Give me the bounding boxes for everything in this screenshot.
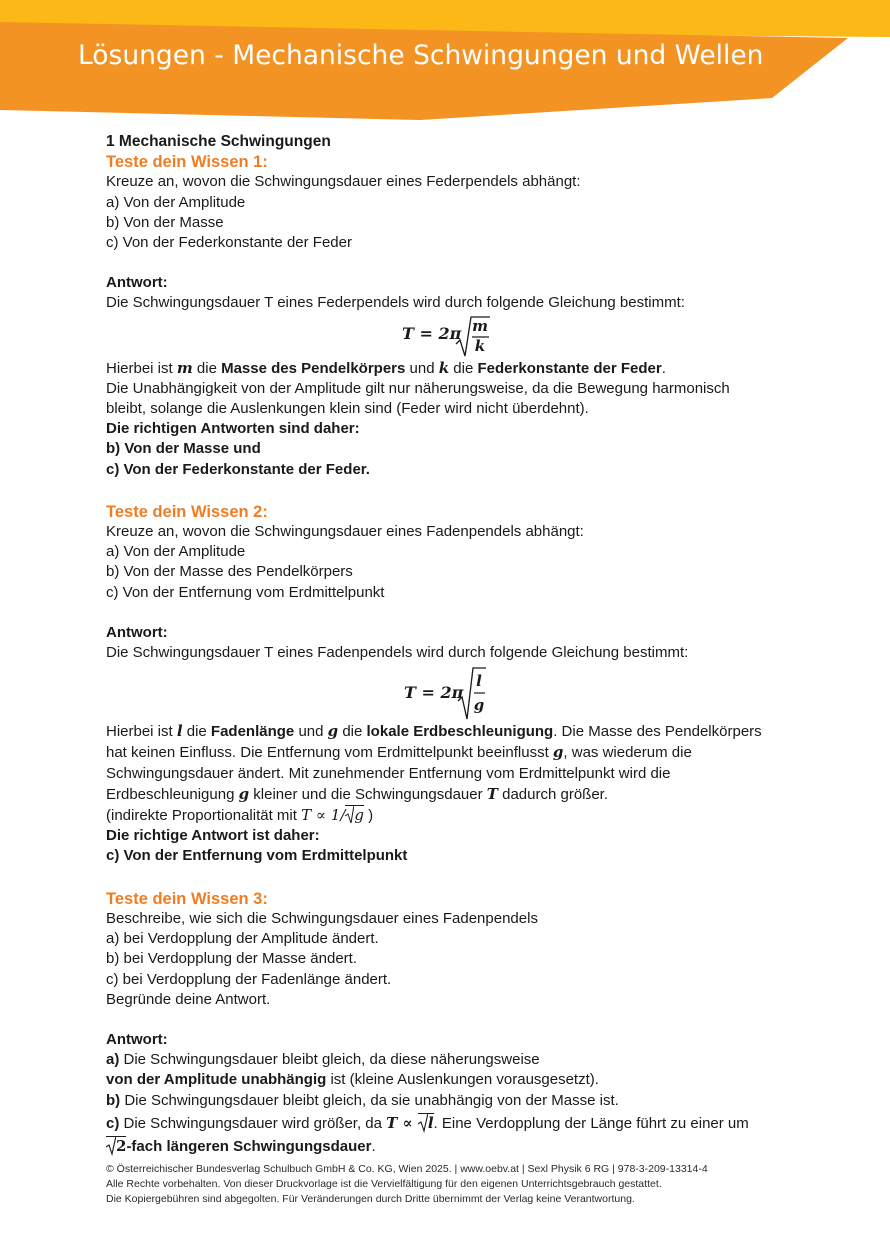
q2-explanation-3: Schwingungsdauer ändert. Mit zunehmender Entfernung vom Erdmittelpunkt wird die <box>106 764 671 782</box>
q2-sqrt-inline: g <box>345 805 364 824</box>
footer-rights: Alle Rechte vorbehalten. Von dieser Druckvorlage ist die Vervielfältigung für den eigenen Unterrichtsgebrauch gestattet. <box>106 1177 662 1190</box>
q2-correct-1: c) Von der Entfernung vom Erdmittelpunkt <box>106 847 408 865</box>
footer-fees: Die Kopiergebühren sind abgegolten. Für Veränderungen durch Dritte übernimmt der Verlag keine Verantwortung. <box>106 1192 635 1205</box>
chapter-heading: 1 Mechanische Schwingungen <box>106 133 331 150</box>
q2-formula-num: l <box>476 672 482 691</box>
q1-correct-label: Die richtigen Antworten sind daher: <box>106 420 360 438</box>
page-title: Lösungen - Mechanische Schwingungen und Wellen <box>78 40 764 71</box>
q1-formula-den: k <box>474 336 486 355</box>
page-header <box>0 0 890 125</box>
q1-intro: Die Schwingungsdauer T eines Federpendels wird durch folgende Gleichung bestimmt: <box>106 294 685 312</box>
q1-formula <box>106 314 796 358</box>
q2-formula <box>106 663 796 721</box>
q1-explanation-2: Die Unabhängigkeit von der Amplitude gilt nur näherungsweise, da die Bewegung harmonisch <box>106 379 730 397</box>
q2-option-a: a) Von der Amplitude <box>106 543 246 561</box>
q2-option-c: c) Von der Entfernung vom Erdmittelpunkt <box>106 583 385 601</box>
q2-heading: Teste dein Wissen 2: <box>106 502 268 521</box>
q2-correct-label: Die richtige Antwort ist daher: <box>106 827 320 845</box>
q3-sqrt-2: 2 <box>106 1136 126 1155</box>
document-body <box>106 132 796 1157</box>
q2-explanation-4: Erdbeschleunigung g kleiner und die Schwingungsdauer T dadurch größer. <box>106 784 608 803</box>
q1-heading: Teste dein Wissen 1: <box>106 153 268 172</box>
q1-correct-1: b) Von der Masse und <box>106 440 261 458</box>
page-footer <box>106 1162 826 1206</box>
q3-answer-a: a) Die Schwingungsdauer bleibt gleich, da diese näherungsweise <box>106 1051 540 1069</box>
q3-answer-c: c) Die Schwingungsdauer wird größer, da T ∝ l. Eine Verdopplung der Länge führt zu einer um <box>106 1113 749 1132</box>
q1-explanation-1: Hierbei ist m die Masse des Pendelkörpers und k die Federkonstante der Feder. <box>106 358 666 377</box>
q2-intro: Die Schwingungsdauer T eines Fadenpendels wird durch folgende Gleichung bestimmt: <box>106 644 689 662</box>
q2-explanation-1: Hierbei ist l die Fadenlänge und g die lokale Erdbeschleunigung. Die Masse des Pendelkörpers <box>106 722 762 741</box>
q3-heading: Teste dein Wissen 3: <box>106 889 268 908</box>
q2-formula-den: g <box>473 696 485 715</box>
q3-answer-c-2: 2-fach längeren Schwingungsdauer. <box>106 1136 796 1157</box>
header-banner-main <box>0 22 848 120</box>
q1-option-b: b) Von der Masse <box>106 213 224 231</box>
footer-copyright: © Österreichischer Bundesverlag Schulbuch GmbH & Co. KG, Wien 2025. | www.oebv.at | Sexl Physik 6 RG | 978-3-209-13314-4 <box>106 1163 708 1175</box>
q2-explanation-5: (indirekte Proportionalität mit T ∝ 1/ g ) <box>106 806 374 825</box>
q3-answer-b: b) Die Schwingungsdauer bleibt gleich, da sie unabhängig von der Masse ist. <box>106 1091 619 1109</box>
q2-formula-lhs: T = 2π <box>404 683 464 703</box>
q1-prompt: Kreuze an, wovon die Schwingungsdauer eines Federpendels abhängt: <box>106 173 581 191</box>
q3-answer-label: Antwort: <box>106 1030 168 1048</box>
q1-explanation-3: bleibt, solange die Auslenkungen klein sind (Feder wird nicht überdehnt). <box>106 400 589 418</box>
q2-answer-label: Antwort: <box>106 623 168 641</box>
q2-prompt: Kreuze an, wovon die Schwingungsdauer eines Fadenpendels abhängt: <box>106 523 584 541</box>
q1-formula-lhs: T = 2π <box>402 323 462 343</box>
q3-option-c: c) bei Verdopplung der Fadenlänge ändert. <box>106 970 392 988</box>
q3-sqrt-l: l <box>418 1113 434 1132</box>
q1-correct-2: c) Von der Federkonstante der Feder. <box>106 460 370 478</box>
q2-option-b: b) Von der Masse des Pendelkörpers <box>106 563 353 581</box>
q1-option-a: a) Von der Amplitude <box>106 193 246 211</box>
q1-option-c: c) Von der Federkonstante der Feder <box>106 234 352 252</box>
q3-reason: Begründe deine Antwort. <box>106 990 271 1008</box>
q3-option-a: a) bei Verdopplung der Amplitude ändert. <box>106 930 379 948</box>
q3-option-b: b) bei Verdopplung der Masse ändert. <box>106 950 357 968</box>
q3-prompt: Beschreibe, wie sich die Schwingungsdauer eines Fadenpendels <box>106 909 538 927</box>
q2-explanation-2: hat keinen Einfluss. Die Entfernung vom Erdmittelpunkt beeinflusst g, was wiederum die <box>106 743 692 762</box>
q1-answer-label: Antwort: <box>106 274 168 292</box>
q1-formula-num: m <box>472 316 488 335</box>
q3-answer-a-2: von der Amplitude unabhängig ist (kleine Auslenkungen vorausgesetzt). <box>106 1071 599 1089</box>
